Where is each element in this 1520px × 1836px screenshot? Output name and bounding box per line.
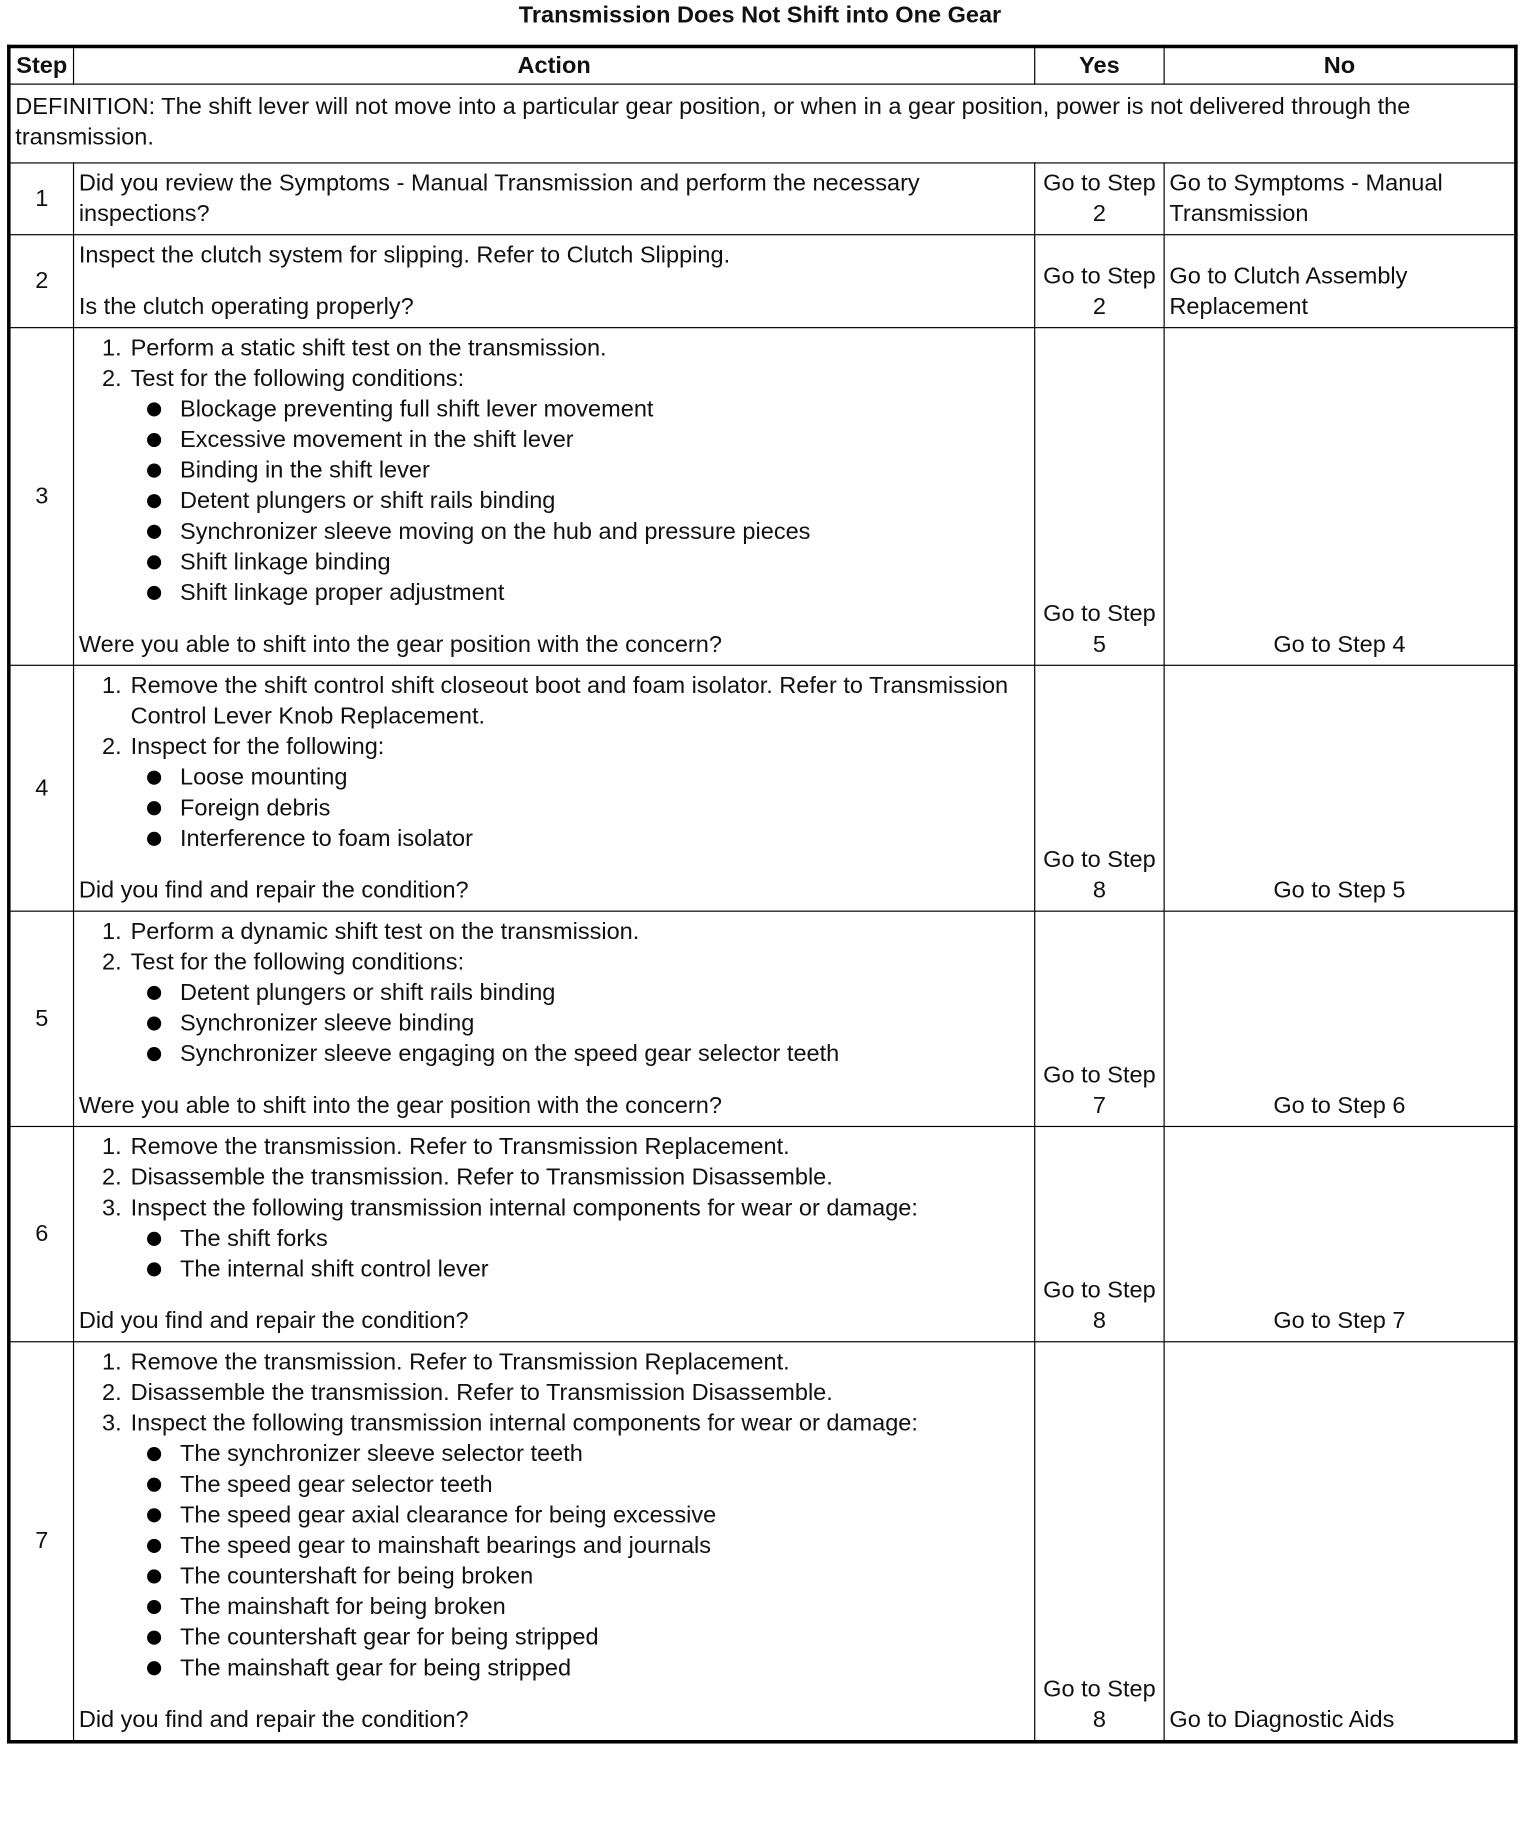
table-header-row [9, 46, 1516, 84]
list-item: The synchronizer sleeve selector teeth [180, 1439, 1029, 1470]
action-question: Did you find and repair the condition? [78, 877, 469, 904]
action-step: 3. Inspect the following transmission internal components for wear or damage: The shift forks The internal shift control lever [128, 1193, 1029, 1285]
step-number: 4 [9, 665, 74, 911]
action-cell [74, 1126, 1035, 1341]
action-text: Did you review the Symptoms - Manual Transmission and perform the necessary inspections? [78, 170, 920, 228]
action-step: 2. Inspect for the following: Loose mounting Foreign debris Interference to foam isolator [128, 732, 1029, 854]
header-no: No [1164, 46, 1516, 84]
action-question: Is the clutch operating properly? [78, 294, 414, 320]
step-number: 7 [9, 1342, 74, 1742]
step-number: 3 [9, 328, 74, 666]
action-question: Were you able to shift into the gear position with the concern? [78, 631, 722, 658]
list-item: Foreign debris [180, 793, 1029, 824]
list-item: The countershaft for being broken [180, 1561, 1029, 1592]
table-row [9, 163, 1516, 235]
yes-cell: Go to Step 8 [1035, 665, 1164, 911]
list-item: The speed gear to mainshaft bearings and journals [180, 1531, 1029, 1562]
list-item: The internal shift control lever [180, 1254, 1029, 1285]
action-cell [74, 328, 1035, 666]
list-item: Loose mounting [180, 762, 1029, 793]
header-action: Action [74, 46, 1035, 84]
header-step: Step [9, 46, 74, 84]
action-question: Were you able to shift into the gear position with the concern? [78, 1092, 722, 1119]
yes-cell: Go to Step 8 [1035, 1126, 1164, 1341]
list-item: Binding in the shift lever [180, 455, 1029, 486]
list-item: Excessive movement in the shift lever [180, 425, 1029, 456]
yes-cell: Go to Step 2 [1035, 163, 1164, 235]
list-item: The countershaft gear for being stripped [180, 1622, 1029, 1653]
action-step: 2. Test for the following conditions: Detent plungers or shift rails binding Synchronizer sleeve binding Synchronizer sleeve engaging on the speed gear selector teeth [128, 947, 1029, 1069]
condition-list [131, 1439, 1030, 1684]
list-item: Blockage preventing full shift lever movement [180, 394, 1029, 425]
table-row [9, 328, 1516, 666]
action-step: 1. Perform a static shift test on the transmission. [128, 333, 1029, 364]
table-row [9, 235, 1516, 328]
action-step: 2. Test for the following conditions: Blockage preventing full shift lever movement Excessive movement in the shift lever Binding in the shift lever Detent plungers or shift rails binding Synchronizer sleeve moving on the hub and pressure pieces Shift linkage binding Shift linkage proper adjustment [128, 364, 1029, 609]
action-step: 2. Disassemble the transmission. Refer to Transmission Disassemble. [128, 1378, 1029, 1409]
no-cell: Go to Diagnostic Aids [1164, 1342, 1516, 1742]
table-row [9, 1126, 1516, 1341]
document-title: Transmission Does Not Shift into One Gear [518, 2, 1002, 29]
table-row [9, 911, 1516, 1126]
action-cell [74, 911, 1035, 1126]
action-step-list [79, 333, 1030, 608]
no-cell: Go to Step 6 [1164, 911, 1516, 1126]
action-step: 3. Inspect the following transmission internal components for wear or damage: The synchronizer sleeve selector teeth The speed gear selector teeth The speed gear axial clearance for being excessive The speed gear to mainshaft bearings and journals The countershaft for being broken The mainshaft for being broken The countershaft gear for being stripped The mainshaft gear for being stripped [128, 1408, 1029, 1683]
list-item: Shift linkage proper adjustment [180, 578, 1029, 609]
table-row [9, 1342, 1516, 1742]
list-item: The speed gear axial clearance for being excessive [180, 1500, 1029, 1531]
step-number: 6 [9, 1126, 74, 1341]
action-question: Did you find and repair the condition? [78, 1707, 469, 1733]
list-item: Interference to foam isolator [180, 824, 1029, 855]
condition-list [131, 762, 1030, 854]
action-cell [74, 665, 1035, 911]
action-cell [74, 1342, 1035, 1742]
action-cell [74, 235, 1035, 328]
action-step-list [79, 1347, 1030, 1683]
action-step-list [79, 916, 1030, 1069]
action-step-list [79, 1132, 1030, 1285]
action-step: 1. Remove the transmission. Refer to Transmission Replacement. [128, 1132, 1029, 1163]
step-number: 2 [9, 235, 74, 328]
action-step: 1. Remove the shift control shift closeout boot and foam isolator. Refer to Transmission Control Lever Knob Replacement. [128, 671, 1029, 732]
action-intro: Inspect the clutch system for slipping. Refer to Clutch Slipping. [78, 242, 731, 269]
step-number: 5 [9, 911, 74, 1126]
list-item: Detent plungers or shift rails binding [180, 486, 1029, 517]
table-row [9, 665, 1516, 911]
no-cell: Go to Step 5 [1164, 665, 1516, 911]
definition-text: DEFINITION: The shift lever will not move into a particular gear position, or when in a gear position, power is not delivered through the transmission. [9, 84, 1516, 163]
action-step: 1. Perform a dynamic shift test on the transmission. [128, 916, 1029, 947]
list-item: Synchronizer sleeve engaging on the speed gear selector teeth [180, 1039, 1029, 1070]
yes-cell: Go to Step 5 [1035, 328, 1164, 666]
list-item: Synchronizer sleeve moving on the hub and pressure pieces [180, 516, 1029, 547]
list-item: The mainshaft gear for being stripped [180, 1653, 1029, 1684]
action-step: 2. Disassemble the transmission. Refer to Transmission Disassemble. [128, 1162, 1029, 1193]
diagnostic-table [7, 45, 1518, 1744]
no-cell: Go to Step 7 [1164, 1126, 1516, 1341]
list-item: The speed gear selector teeth [180, 1469, 1029, 1500]
action-step-list [79, 671, 1030, 855]
definition-row [9, 84, 1516, 163]
no-cell: Go to Symptoms - Manual Transmission [1164, 163, 1516, 235]
list-item: The mainshaft for being broken [180, 1592, 1029, 1623]
action-step: 1. Remove the transmission. Refer to Transmission Replacement. [128, 1347, 1029, 1378]
step-number: 1 [9, 163, 74, 235]
action-question: Did you find and repair the condition? [78, 1308, 469, 1335]
action-cell [74, 163, 1035, 235]
no-cell: Go to Clutch Assembly Replacement [1164, 235, 1516, 328]
header-yes: Yes [1035, 46, 1164, 84]
condition-list [131, 1224, 1030, 1285]
list-item: Detent plungers or shift rails binding [180, 978, 1029, 1009]
list-item: Synchronizer sleeve binding [180, 1008, 1029, 1039]
yes-cell: Go to Step 8 [1035, 1342, 1164, 1742]
no-cell: Go to Step 4 [1164, 328, 1516, 666]
condition-list [131, 978, 1030, 1070]
condition-list [131, 394, 1030, 608]
yes-cell: Go to Step 2 [1035, 235, 1164, 328]
list-item: The shift forks [180, 1224, 1029, 1255]
yes-cell: Go to Step 7 [1035, 911, 1164, 1126]
list-item: Shift linkage binding [180, 547, 1029, 578]
